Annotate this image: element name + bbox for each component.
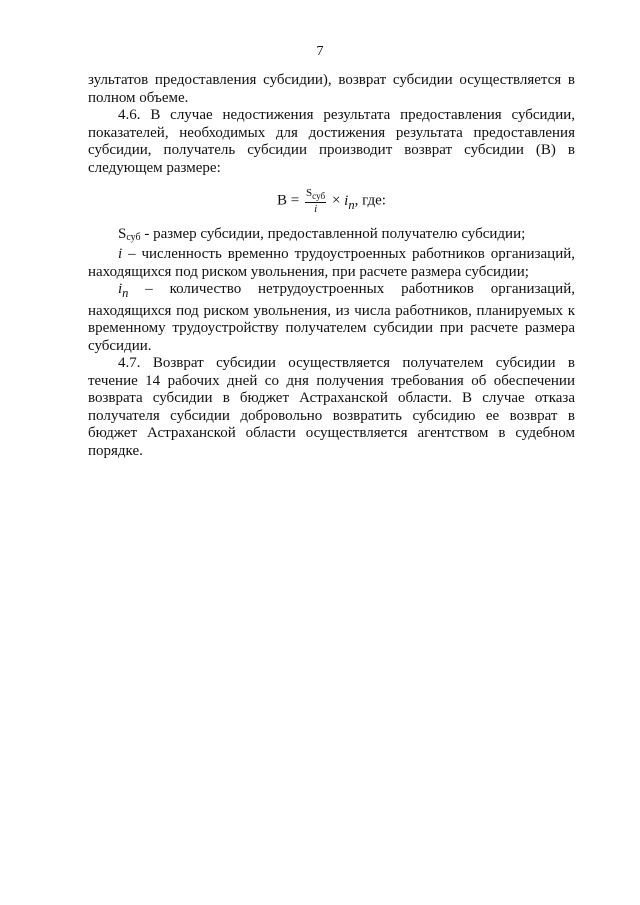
paragraph-4-6: 4.6. В случае недостижения результата предоставления субсидии, показателей, необходимых для достижения результата предоставления субсидии, получатель субсидии производит возврат субсидии (В) в следующем размере: <box>88 107 575 176</box>
def-in-text: – количество нетрудоустроенных работников организаций, находящихся под риском увольнения, из числа работников, планируемых к временному трудоустройству получателем субсидии при расчете размера субсидии. <box>88 281 575 354</box>
formula-var-sub: n <box>348 197 355 212</box>
def-in-letter: i <box>118 281 123 298</box>
def-i-text: – численность временно трудоустроенных работников организаций, находящихся под риском увольнения, при расчете размера субсидии; <box>88 246 575 280</box>
formula-fraction <box>305 187 326 215</box>
formula-numerator-sub: суб <box>312 191 326 202</box>
def-i-symbol: i <box>118 246 123 263</box>
definition-i <box>88 246 575 281</box>
formula-times: × <box>328 192 345 209</box>
def-s-text: - размер субсидии, предоставленной получателю субсидии; <box>140 225 526 242</box>
definition-s-sub <box>88 226 575 247</box>
formula-denominator: i <box>314 203 318 216</box>
paragraph-continuation: зультатов предоставления субсидии), возврат субсидии осуществляется в полном объеме. <box>88 72 575 106</box>
formula-suffix: , где: <box>354 192 386 209</box>
formula-numerator-symbol: S <box>306 187 313 199</box>
def-s-symbol: S <box>118 225 127 242</box>
def-in-symbol <box>118 281 129 301</box>
formula-var-symbol: i <box>344 192 349 209</box>
refund-formula <box>88 187 575 216</box>
page-number: 7 <box>316 44 324 59</box>
document-body <box>88 72 575 460</box>
formula-lhs: В = <box>277 192 303 209</box>
formula-var <box>344 192 355 212</box>
paragraph-4-7: 4.7. Возврат субсидии осуществляется получателем субсидии в течение 14 рабочих дней со дня получения требования об обеспечении возврата субсидии в бюджет Астраханской области. В случае отказа получателя субсидии добровольно возвратить субсидию ее возврат в бюджет Астраханской области осуществляется агентством в судебном порядке. <box>88 355 575 459</box>
formula-numerator <box>305 187 326 203</box>
def-s-sub: суб <box>126 231 141 243</box>
def-in-sub: n <box>122 286 129 301</box>
definition-in <box>88 281 575 355</box>
